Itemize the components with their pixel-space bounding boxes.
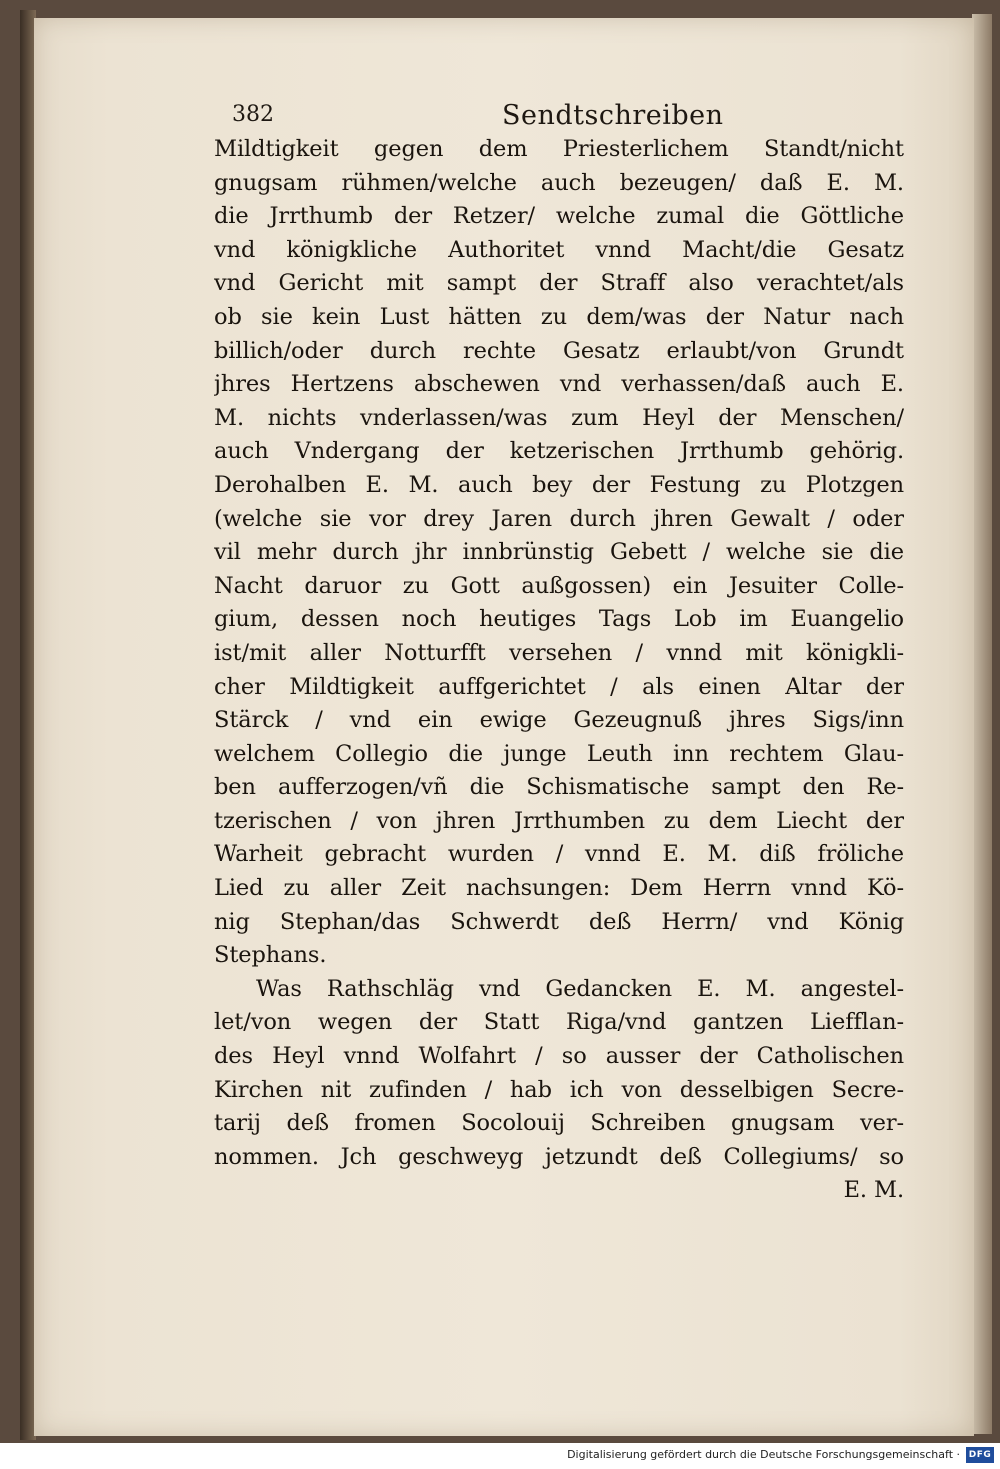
text-line: die Jrrthumb der Retzer/ welche zumal die Göttliche: [214, 203, 904, 230]
text-line: Nacht daruor zu Gott außgossen) ein Jesuiter Colle-: [214, 572, 904, 599]
running-title: Sendtschreiben: [502, 100, 724, 131]
text-line: tzerischen / von jhren Jrrthumben zu dem Liecht der: [214, 807, 904, 834]
text-line: Was Rathschläg vnd Gedancken E. M. angestel-: [256, 975, 904, 1002]
text-line: nig Stephan/das Schwerdt deß Herrn/ vnd König: [214, 908, 904, 935]
text-line: Warheit gebracht wurden / vnnd E. M. diß fröliche: [214, 841, 904, 868]
second-paragraph: [214, 973, 904, 1175]
text-line: Lied zu aller Zeit nachsungen: Dem Herrn vnnd Kö-: [214, 875, 904, 902]
text-line: M. nichts vnderlassen/was zum Heyl der Menschen/: [214, 404, 904, 431]
text-line: tarij deß fromen Socolouij Schreiben gnugsam ver-: [214, 1110, 904, 1137]
text-line: ist/mit aller Notturfft versehen / vnnd mit königkli-: [214, 639, 904, 666]
text-line: vnd königkliche Authoritet vnnd Macht/die Gesatz: [214, 236, 904, 263]
text-line: gium, dessen noch heutiges Tags Lob im Euangelio: [214, 606, 904, 633]
text-line: billich/oder durch rechte Gesatz erlaubt/von Grundt: [214, 337, 904, 364]
text-line: ob sie kein Lust hätten zu dem/was der Natur nach: [214, 303, 904, 330]
text-line: nommen. Jch geschweyg jetzundt deß Collegiums/ so: [214, 1143, 904, 1170]
text-block: [214, 133, 904, 1208]
text-line: auch Vndergang der ketzerischen Jrrthumb gehörig.: [214, 438, 904, 465]
text-line: Derohalben E. M. auch bey der Festung zu Plotzgen: [214, 471, 904, 498]
text-line: Stephans.: [214, 942, 327, 969]
body-paragraph: [214, 133, 904, 973]
text-line: (welche sie vor drey Jaren durch jhren Gewalt / oder: [214, 505, 904, 532]
dfg-logo: DFG: [966, 1447, 994, 1463]
text-line: vnd Gericht mit sampt der Straff also verachtet/als: [214, 270, 904, 297]
text-line: gnugsam rühmen/welche auch bezeugen/ daß E. M.: [214, 169, 904, 196]
footer-bar: [0, 1443, 1000, 1469]
text-line: welchem Collegio die junge Leuth inn rechtem Glau-: [214, 740, 904, 767]
text-line: cher Mildtigkeit auffgerichtet / als einen Altar der: [214, 673, 904, 700]
page-fore-edge: [972, 14, 992, 1434]
footer-credit: Digitalisierung gefördert durch die Deutsche Forschungsgemeinschaft ·: [567, 1448, 960, 1461]
text-line: Stärck / vnd ein ewige Gezeugnuß jhres Sigs/inn: [214, 707, 904, 734]
text-line: jhres Hertzens abschewen vnd verhassen/daß auch E.: [214, 371, 904, 398]
text-line: let/von wegen der Statt Riga/vnd gantzen Liefflan-: [214, 1009, 904, 1036]
text-line: des Heyl vnnd Wolfahrt / so ausser der Catholischen: [214, 1043, 904, 1070]
page-number: 382: [232, 102, 274, 127]
text-line: Kirchen nit zufinden / hab ich von desselbigen Secre-: [214, 1076, 904, 1103]
text-line: Mildtigkeit gegen dem Priesterlichem Standt/nicht: [214, 136, 904, 162]
text-line: vil mehr durch jhr innbrünstig Gebett / welche sie die: [214, 539, 904, 566]
text-line: ben aufferzogen/vñ die Schismatische sampt den Re-: [214, 774, 904, 801]
catchword: E. M.: [843, 1177, 904, 1204]
